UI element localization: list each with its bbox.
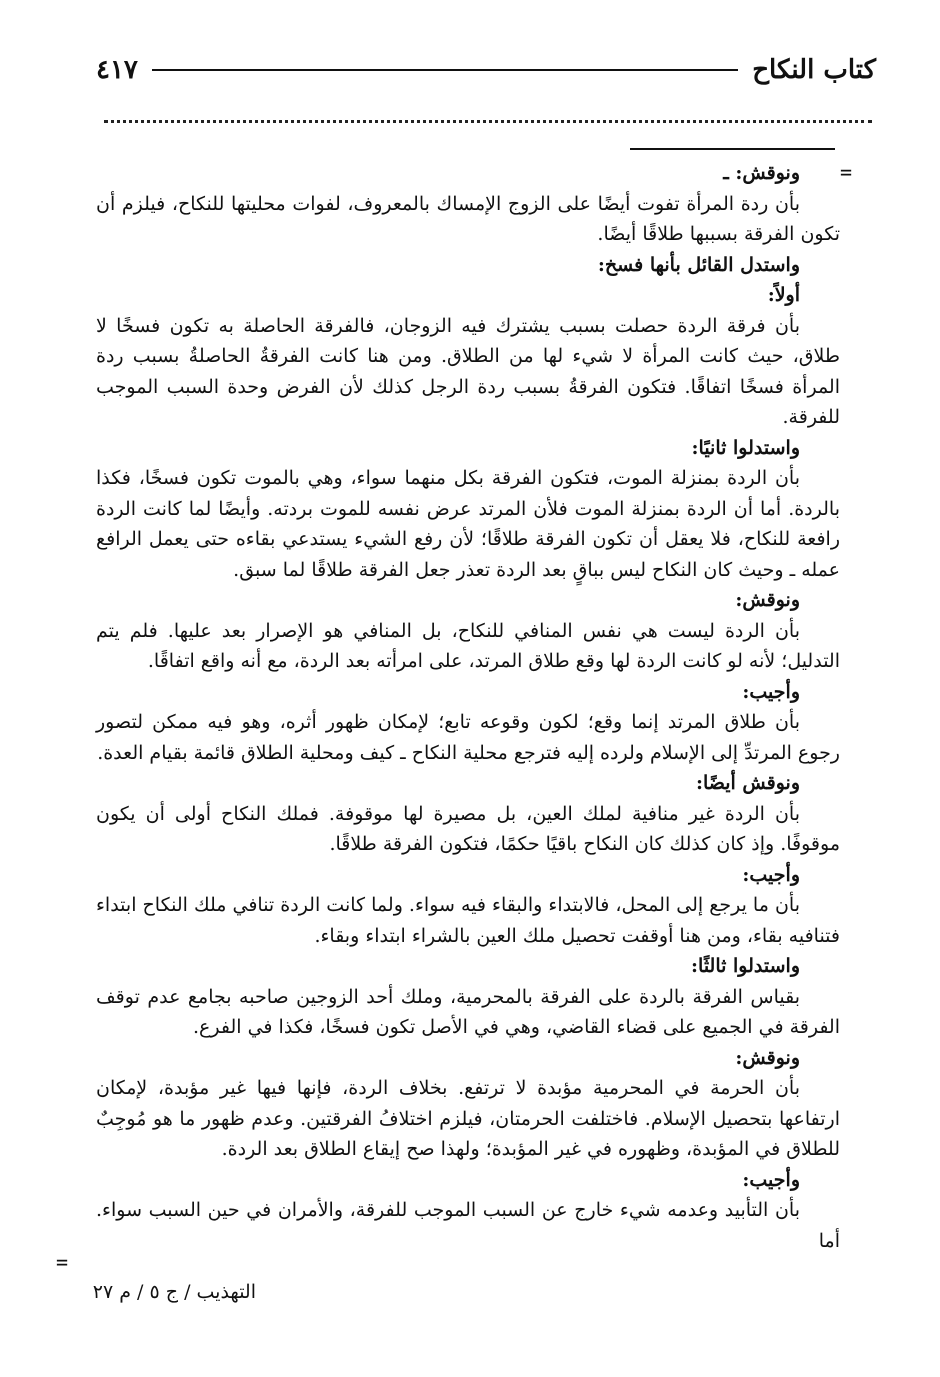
section-label: وأجيب: — [742, 680, 800, 703]
continuation-mark-top: = — [840, 160, 853, 184]
body-paragraph: بأن الردة غير منافية لملك العين، بل مصيرة لها موقوفة. فملك النكاح أولى أن يكون موقوفًا. وإذ كان كذلك كان النكاح باقيًا حكمًا، فتكون الفرقة طلاقًا. — [96, 802, 840, 855]
body-paragraph: بأن الردة ليست هي نفس المنافي للنكاح، بل المنافي هو الإصرار بعد عليها. فلم يتم التدليل؛ لأنه لو كانت الردة لها وقع طلاق المرتد، على امرأته بعد الردة، مع أنه واقع اتفاقًا. — [96, 619, 840, 672]
page-header — [96, 44, 876, 96]
section-label: ونوقش أيضًا: — [695, 772, 800, 794]
footer-reference: التهذيب / ج ٥ / م ٢٧ — [92, 1281, 256, 1303]
header-rule — [152, 69, 738, 71]
section-label: ونوقش: — [735, 1046, 800, 1069]
section-label: واستدل القائل بأنها فسخ: — [597, 253, 800, 276]
book-title: كتاب النكاح — [752, 55, 876, 85]
page-body — [96, 158, 840, 1256]
section-label: واستدلوا ثالثًا: — [691, 955, 800, 977]
body-paragraph: بأن التأبيد وعدمه شيء خارج عن السبب الموجب للفرقة، والأمران في حين السبب سواء. أما — [96, 1199, 840, 1252]
section-label: وأجيب: — [742, 863, 800, 886]
body-paragraph: بأن طلاق المرتد إنما وقع؛ لكون وقوعه تابع؛ لإمكان ظهور أثره، وهو فيه ممكن لتصور رجوع المرتدِّ إلى الإسلام ولرده إليه فترجع محلية النكاح ـ كيف ومحلية الطلاق قائمة بقيام العدة. — [96, 711, 840, 764]
body-paragraph: بأن الحرمة في المحرمية مؤبدة لا ترتفع. بخلاف الردة، فإنها فيها غير مؤبدة، لإمكان ارتفاعها بتحصيل الإسلام. فاختلفت الحرمتان، فيلزم اختلافُ الفرقتين. وعدم ظهور ما هو مُوجِبٌ للطلاق في المؤبدة، وظهوره في غير المؤبدة؛ ولهذا صح إيقاع الطلاق بعد الردة. — [96, 1077, 840, 1160]
body-paragraph: بأن الردة بمنزلة الموت، فتكون الفرقة بكل منهما سواء، وهي بالموت تكون فسخًا، فكذا بالردة. أما أن الردة بمنزلة الموت فلأن المرتد عرض نفسه للموت بردته. وأيضًا لما كانت الردة رافعة للنكاح، فلا يعقل أن تكون الفرقة طلاقًا؛ لأن رفع الشيء يستدعي بقاءه حتى يعمل الرافع عمله ـ وحيث كان النكاح ليس بباقٍ بعد الردة تعذر جعل الفرقة طلاقًا لما سبق. — [96, 467, 840, 581]
body-paragraph: بأن ما يرجع إلى المحل، فالابتداء والبقاء فيه سواء. ولما كانت الردة تنافي ملك النكاح ابتداء فتنافيه بقاء، ومن هنا أوقفت تحصيل ملك العين بالشراء ابتداء وبقاء. — [96, 894, 840, 947]
section-label: ونوقش: — [735, 589, 800, 611]
page-number: ٤١٧ — [96, 55, 138, 85]
section-label: وأجيب: — [742, 1168, 800, 1191]
body-paragraph: بأن ردة المرأة تفوت أيضًا على الزوج الإمساك بالمعروف، لفوات محليتها للنكاح، فيلزم أن تكون الفرقة بسببها طلاقًا أيضًا. — [96, 192, 840, 245]
body-paragraph: بأن فرقة الردة حصلت بسبب يشترك فيه الزوجان، فالفرقة الحاصلة به تكون فسخًا لا طلاق، حيث كانت المرأة لا شيء لها من الطلاق. ومن هنا كانت الفرقةُ الحاصلةُ بسبب ردة المرأة فسخًا اتفاقًا. فتكون الفرقةُ بسبب ردة الرجل كذلك لأن الفرض وحدة السبب الموجب للفرقة. — [96, 314, 840, 428]
continuation-mark-bottom: = — [56, 1250, 69, 1274]
footnote-rule — [630, 148, 835, 150]
section-label: واستدلوا ثانيًا: — [691, 436, 800, 459]
body-paragraph: بقياس الفرقة بالردة على الفرقة بالمحرمية، وملك أحد الزوجين صاحبه بجامع عدم توقف الفرقة في الجميع على قضاء القاضي، وهي في الأصل تكون فسخًا، فكذا في الفرع. — [96, 985, 840, 1038]
dotted-separator — [104, 120, 872, 123]
section-label: ونوقش: ـ — [723, 162, 800, 184]
section-label: أولاً: — [767, 284, 800, 306]
